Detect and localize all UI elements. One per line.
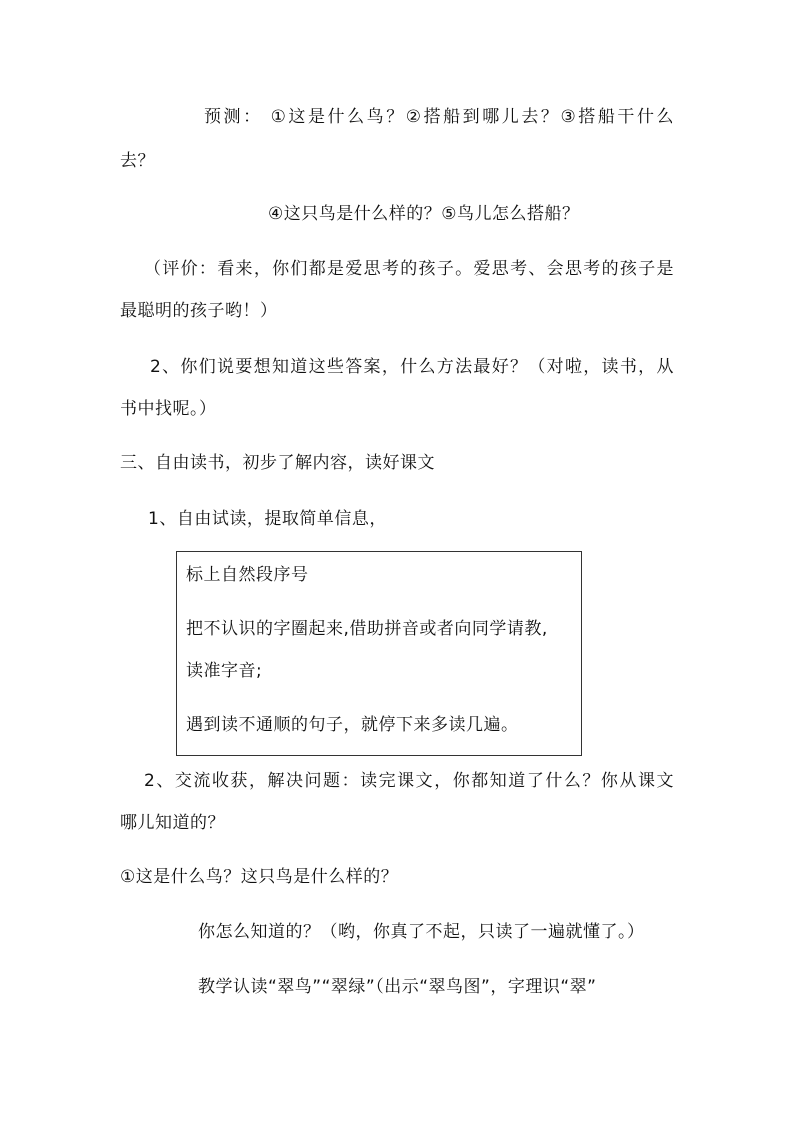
step-2-line-cont: 哪儿知道的？	[120, 813, 225, 833]
teaching-line: 教学认读“翠鸟”“翠绿”（出示“翠鸟图”，字理识“翠”	[198, 977, 597, 997]
tip-line: 标上自然段序号	[186, 565, 309, 585]
prediction-line-2: ④这只鸟是什么样的？⑤鸟儿怎么搭船？	[268, 204, 580, 224]
tip-line: 把不认识的字圈起来,借助拼音或者向同学请教,	[186, 619, 548, 639]
question-1-line: ①这是什么鸟？这只鸟是什么样的？	[120, 867, 399, 887]
question-2-line: 2、你们说要想知道这些答案，什么方法最好？（对啦，读书，从	[150, 357, 674, 377]
evaluation-line-cont: 最聪明的孩子哟！）	[120, 301, 278, 321]
step-2-line: 2、交流收获，解决问题：读完课文，你都知道了什么？你从课文	[144, 771, 674, 791]
prediction-line-cont: 去？	[120, 151, 155, 171]
tip-line: 遇到读不通顺的句子，就停下来多读几遍。	[186, 715, 519, 735]
reading-tips-box	[176, 551, 582, 756]
step-1-line: 1、自由试读，提取简单信息，	[148, 509, 387, 529]
answer-line: 你怎么知道的？（哟，你真了不起，只读了一遍就懂了。）	[198, 922, 645, 942]
question-2-line-cont: 书中找呢。）	[120, 399, 217, 419]
prediction-line: 预测： ①这是什么鸟？②搭船到哪儿去？③搭船干什么	[204, 107, 674, 127]
evaluation-line: （评价：看来，你们都是爱思考的孩子。爱思考、会思考的孩子是	[144, 259, 674, 279]
tip-line: 读准字音;	[186, 661, 263, 681]
section-3-heading: 三、自由读书，初步了解内容，读好课文	[120, 453, 435, 473]
